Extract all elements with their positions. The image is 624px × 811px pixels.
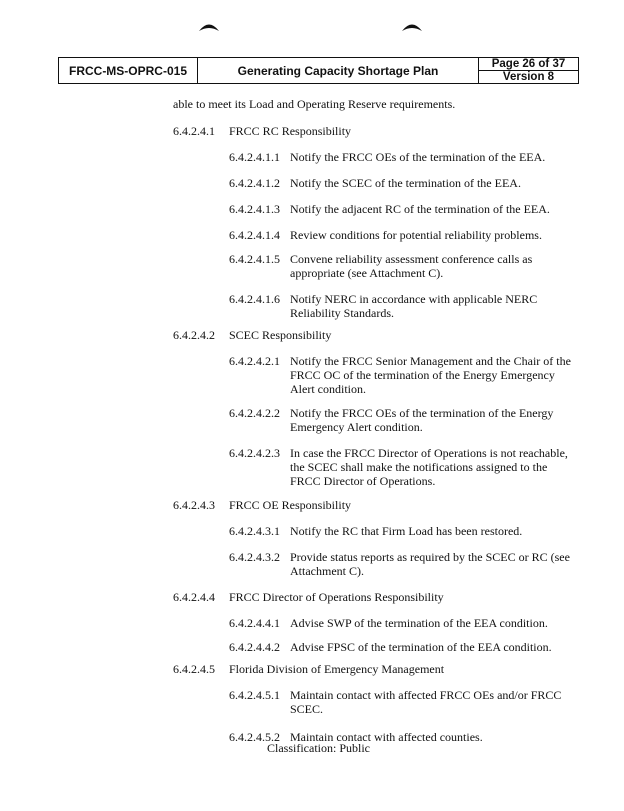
item-number: 6.4.2.4.2.1 xyxy=(229,354,280,368)
item-text-line: In case the FRCC Director of Operations is not reachable, xyxy=(290,446,568,460)
item-text-line: Emergency Alert condition. xyxy=(290,420,423,434)
section-title: SCEC Responsibility xyxy=(229,328,332,342)
section-title: FRCC OE Responsibility xyxy=(229,498,352,512)
section-number: 6.4.2.4.4 xyxy=(173,590,215,604)
item-number: 6.4.2.4.5.2 xyxy=(229,730,280,744)
page-number: Page 26 of 37 xyxy=(479,58,578,71)
section-heading xyxy=(173,662,444,676)
item-text-line: Attachment C). xyxy=(290,564,364,578)
item-text-line: Notify NERC in accordance with applicable NERC xyxy=(290,292,538,306)
item-text-line: Provide status reports as required by the SCEC or RC (see xyxy=(290,550,570,564)
version-label: Version 8 xyxy=(502,71,555,83)
item-number: 6.4.2.4.3.1 xyxy=(229,524,280,538)
punch-hole-mark-left xyxy=(198,20,220,32)
section-title: Florida Division of Emergency Management xyxy=(229,662,445,676)
item-text-line: appropriate (see Attachment C). xyxy=(290,266,444,280)
classification-footer: Classification: Public xyxy=(267,741,370,755)
section-heading xyxy=(173,498,351,512)
item-text-line: Advise SWP of the termination of the EEA condition. xyxy=(290,616,548,630)
item-text-line: Notify the FRCC OEs of the termination of the Energy xyxy=(290,406,554,420)
item-number: 6.4.2.4.4.1 xyxy=(229,616,280,630)
item-number: 6.4.2.4.5.1 xyxy=(229,688,280,702)
item-text-line: Notify the SCEC of the termination of the EEA. xyxy=(290,176,521,190)
document-header-table xyxy=(58,57,579,84)
section-title: FRCC RC Responsibility xyxy=(229,124,352,138)
item-number: 6.4.2.4.1.4 xyxy=(229,228,280,242)
item-text-line: FRCC Director of Operations. xyxy=(290,474,436,488)
item-text-line: Maintain contact with affected counties. xyxy=(290,730,483,744)
document-title: Generating Capacity Shortage Plan xyxy=(198,58,479,83)
item-text-line: Notify the FRCC Senior Management and the Chair of the xyxy=(290,354,571,368)
document-id: FRCC-MS-OPRC-015 xyxy=(59,58,198,83)
intro-line: able to meet its Load and Operating Reserve requirements. xyxy=(173,97,456,111)
item-text-line: Convene reliability assessment conference calls as xyxy=(290,252,533,266)
item-number: 6.4.2.4.1.3 xyxy=(229,202,280,216)
item-text-line: SCEC. xyxy=(290,702,324,716)
section-number: 6.4.2.4.5 xyxy=(173,662,215,676)
section-title: FRCC Director of Operations Responsibility xyxy=(229,590,444,604)
item-number: 6.4.2.4.2.3 xyxy=(229,446,280,460)
item-text-line: Maintain contact with affected FRCC OEs and/or FRCC xyxy=(290,688,562,702)
item-number: 6.4.2.4.2.2 xyxy=(229,406,280,420)
item-text-line: Review conditions for potential reliability problems. xyxy=(290,228,542,242)
punch-hole-mark-right xyxy=(401,20,423,32)
item-number: 6.4.2.4.1.6 xyxy=(229,292,280,306)
item-text-line: Alert condition. xyxy=(290,382,366,396)
item-text-line: the SCEC shall make the notifications assigned to the xyxy=(290,460,548,474)
item-text-line: Notify the FRCC OEs of the termination of the EEA. xyxy=(290,150,546,164)
item-text-line: Advise FPSC of the termination of the EEA condition. xyxy=(290,640,552,654)
section-number: 6.4.2.4.1 xyxy=(173,124,215,138)
section-number: 6.4.2.4.3 xyxy=(173,498,215,512)
item-number: 6.4.2.4.1.5 xyxy=(229,252,280,266)
item-number: 6.4.2.4.3.2 xyxy=(229,550,280,564)
item-number: 6.4.2.4.1.1 xyxy=(229,150,280,164)
section-heading xyxy=(173,590,444,604)
section-number: 6.4.2.4.2 xyxy=(173,328,215,342)
item-text-line: Reliability Standards. xyxy=(290,306,394,320)
item-number: 6.4.2.4.4.2 xyxy=(229,640,280,654)
section-heading xyxy=(173,124,351,138)
item-number: 6.4.2.4.1.2 xyxy=(229,176,280,190)
item-text-line: FRCC OC of the termination of the Energy Emergency xyxy=(290,368,555,382)
section-heading xyxy=(173,328,331,342)
item-text-line: Notify the adjacent RC of the termination of the EEA. xyxy=(290,202,550,216)
item-text-line: Notify the RC that Firm Load has been restored. xyxy=(290,524,523,538)
